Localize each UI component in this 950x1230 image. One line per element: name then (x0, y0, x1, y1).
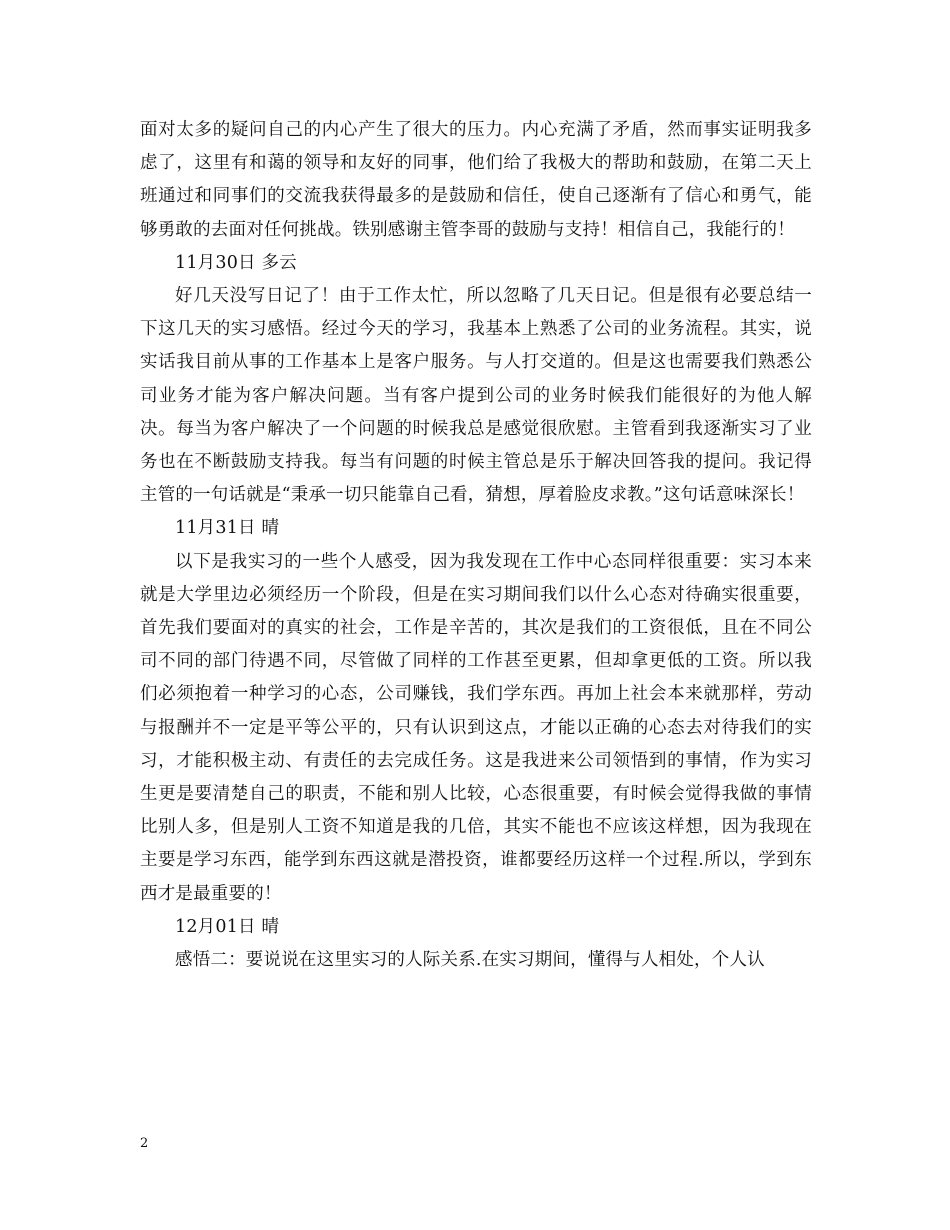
paragraph-continuation: 面对太多的疑问自己的内心产生了很大的压力。内心充满了矛盾，然而事实证明我多虑了，这里有和蔼的领导和友好的同事，他们给了我极大的帮助和鼓励，在第二天上班通过和同事们的交流我获得最多的是鼓励和信任，使自己逐渐有了信心和勇气，能够勇敢的去面对任何挑战。铁别感谢主管李哥的鼓励与支持！相信自己，我能行的！ (140, 120, 812, 240)
diary-date-nov-30: 11月30日 多云 (175, 252, 297, 273)
page-number: 2 (140, 1136, 149, 1151)
diary-date-nov-31: 11月31日 晴 (175, 518, 280, 539)
paragraph-nov-31: 以下是我实习的一些个人感受，因为我发现在工作中心态同样很重要：实习本来就是大学里边必须经历一个阶段，但是在实习期间我们以什么心态对待确实很重要，首先我们要面对的真实的社会，工作是辛苦的，其次是我们的工资很低，且在不同公司不同的部门待遇不同，尽管做了同样的工作甚至更累，但却拿更低的工资。所以我们必须抱着一种学习的心态，公司赚钱，我们学东西。再加上社会本来就那样，劳动与报酬并不一定是平等公平的，只有认识到这点，才能以正确的心态去对待我们的实习，才能积极主动、有责任的去完成任务。这是我进来公司领悟到的事情，作为实习生更是要清楚自己的职责，不能和别人比较，心态很重要，有时候会觉得我做的事情比别人多，但是别人工资不知道是我的几倍，其实不能也不应该这样想，因为我现在主要是学习东西，能学到东西这就是潜投资，谁都要经历这样一个过程.所以，学到东西才是最重要的！ (140, 551, 812, 904)
paragraph-nov-30: 好几天没写日记了！由于工作太忙，所以忽略了几天日记。但是很有必要总结一下这几天的实习感悟。经过今天的学习，我基本上熟悉了公司的业务流程。其实，说实话我目前从事的工作基本上是客户服务。与人打交道的。但是这也需要我们熟悉公司业务才能为客户解决问题。当有客户提到公司的业务时候我们能很好的为他人解决。每当为客户解决了一个问题的时候我总是感觉很欣慰。主管看到我逐渐实习了业务也在不断鼓励支持我。每当有问题的时候主管总是乐于解决回答我的提问。我记得主管的一句话就是“秉承一切只能靠自己看，猜想，厚着脸皮求教。”这句话意味深长！ (140, 286, 812, 506)
diary-date-dec-01: 12月01日 晴 (175, 916, 280, 937)
paragraph-dec-01: 感悟二：要说说在这里实习的人际关系.在实习期间，懂得与人相处，个人认 (175, 950, 765, 971)
document-body (140, 114, 812, 977)
